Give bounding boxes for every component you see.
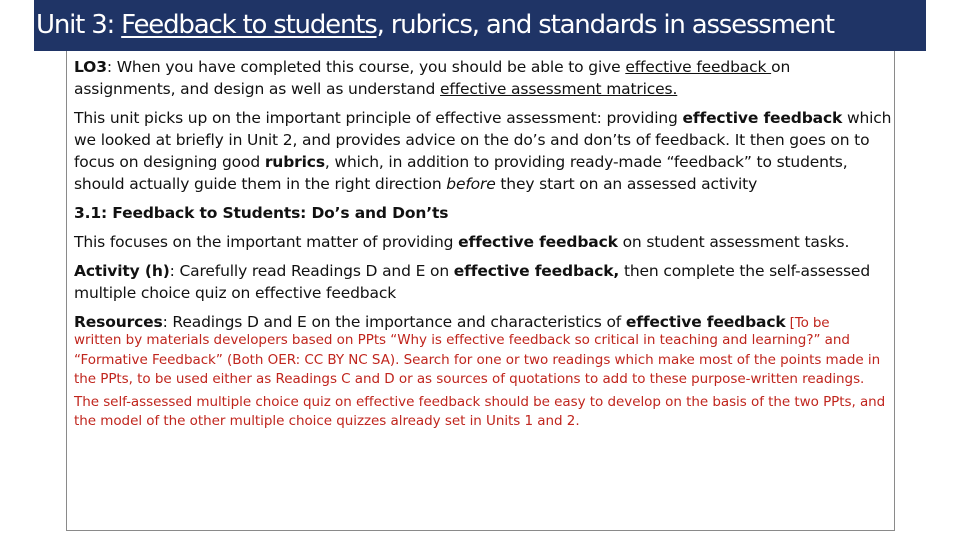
resources-bold-feedback: effective feedback: [625, 313, 786, 331]
developer-note-2: The self-assessed multiple choice quiz on effective feedback should be easy to develop on the basis of the two PPts, and the model of the other multiple choice quizzes already set in Units 1 and 2.: [74, 393, 886, 429]
focus-text-2: on student assessment tasks.: [617, 233, 850, 251]
resources-note-start: [To be: [785, 315, 830, 331]
intro-paragraph: [74, 107, 894, 195]
intro-text-2: which we looked at briefly in Unit 2, and provides advice on the do’s and don’ts of feedback. It then goes on to focus on designing good: [74, 109, 892, 171]
focus-bold-feedback: effective feedback: [458, 233, 618, 251]
title-underlined: Feedback to students: [121, 10, 377, 40]
lo3-paragraph: [74, 56, 894, 100]
title-prefix: Unit 3:: [36, 10, 122, 40]
section-heading-text: 3.1: Feedback to Students: Do’s and Don’ts: [74, 204, 449, 222]
lo3-text-2: on assignments, and design as well as understand: [74, 58, 791, 98]
intro-bold-feedback: effective feedback: [682, 109, 843, 127]
focus-text-1: This focuses on the important matter of providing: [74, 233, 459, 251]
slide-title: [34, 0, 926, 51]
title-suffix: , rubrics, and standards in assessment: [376, 10, 834, 40]
lo3-link-feedback[interactable]: effective feedback: [625, 58, 772, 76]
activity-text-2: then complete the self-assessed multiple choice quiz on effective feedback: [74, 262, 871, 302]
intro-text-3: , which, in addition to providing ready-made “feedback” to students, should actually guide them in the right direction: [74, 153, 848, 193]
activity-bold-feedback: effective feedback,: [453, 262, 620, 280]
resources-label: Resources: [74, 313, 163, 331]
activity-paragraph: [74, 260, 894, 304]
intro-text-1: This unit picks up on the important principle of effective assessment: providing: [74, 109, 683, 127]
section-heading: [74, 202, 894, 224]
lo3-link-matrices[interactable]: effective assessment matrices.: [440, 80, 678, 98]
developer-note-1: written by materials developers based on PPts “Why is effective feedback so critical in teaching and learning?” and “Formative Feedback” (Both OER: CC BY NC SA). Search for one or two readings which make most of the points made in the PPts, to be used either as Readings C and D or as sources of quotations to add to these purpose-written readings.: [74, 332, 881, 387]
activity-label: Activity (h): [74, 262, 170, 280]
lo3-label: LO3: [74, 58, 107, 76]
activity-text-1: : Carefully read Readings D and E on: [169, 262, 454, 280]
lo3-text-1: : When you have completed this course, you should be able to give: [106, 58, 626, 76]
intro-text-4: they start on an assessed activity: [495, 175, 758, 193]
intro-bold-rubrics: rubrics: [264, 153, 325, 171]
content-box: [66, 51, 895, 531]
intro-italic-before: before: [446, 175, 496, 193]
resources-text-1: : Readings D and E on the importance and characteristics of: [162, 313, 626, 331]
focus-paragraph: [74, 231, 894, 253]
